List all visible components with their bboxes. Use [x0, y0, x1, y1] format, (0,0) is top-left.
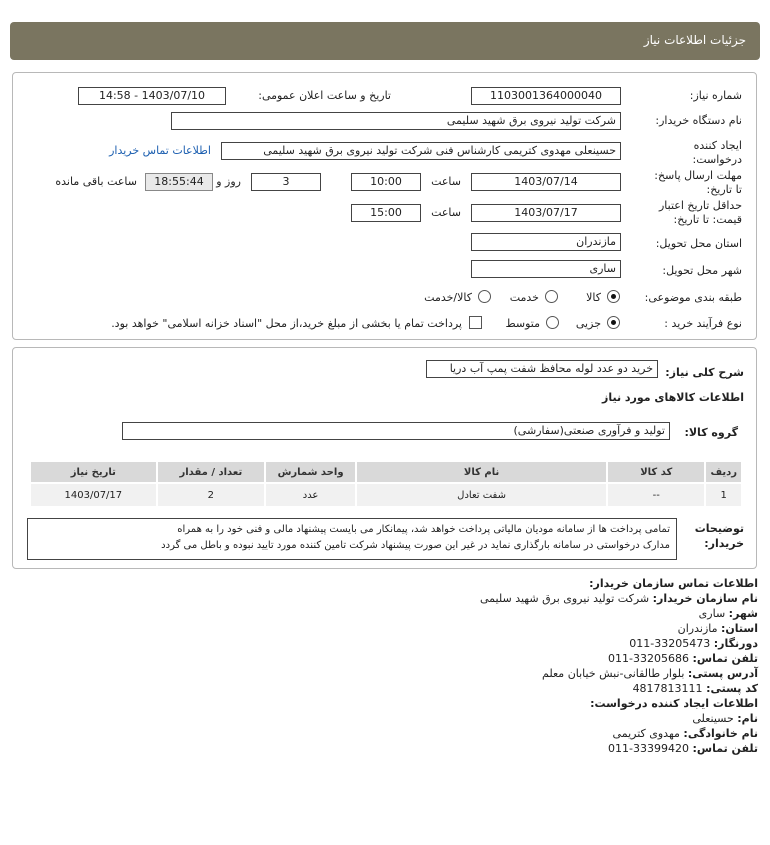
org-label: نام سازمان خریدار:: [652, 592, 758, 605]
notes-label-line1: توضیحات: [694, 522, 744, 535]
reply-date-field[interactable]: 1403/07/14: [471, 173, 621, 191]
col-need-date: تاریخ نیاز: [30, 461, 157, 483]
buyer-notes: [27, 518, 677, 560]
col-code: کد کالا: [607, 461, 705, 483]
province-field[interactable]: مازندران: [471, 233, 621, 251]
cell-row: 1: [705, 483, 742, 507]
summary-label: شرح کلی نیاز:: [665, 366, 744, 379]
cell-quantity: 2: [157, 483, 265, 507]
validity-time-field[interactable]: 15:00: [351, 204, 421, 222]
goods-heading: اطلاعات کالاهای مورد نیاز: [602, 391, 744, 404]
goods-table: [29, 460, 743, 508]
buyer-label: نام دستگاه خریدار:: [655, 114, 742, 127]
buyer-contact-link[interactable]: اطلاعات تماس خریدار: [109, 144, 211, 157]
name-label: نام:: [737, 712, 758, 725]
family-value: مهدوی کتریمی: [612, 727, 680, 740]
category-label: طبقه بندی موضوعی:: [644, 291, 742, 304]
creator-label-line1: ایجاد کننده: [693, 139, 742, 152]
need-info-panel: [12, 72, 757, 340]
org-value: شرکت تولید نیروی برق شهید سلیمی: [480, 592, 650, 605]
address-value: بلوار طالقانی-نبش خیابان معلم: [542, 667, 685, 680]
announce-field[interactable]: 1403/07/10 - 14:58: [78, 87, 226, 105]
reply-deadline-label-line1: مهلت ارسال پاسخ:: [654, 169, 742, 182]
contact-city-label: شهر:: [728, 607, 758, 620]
category-goods-label: کالا: [586, 291, 601, 304]
reply-time-label: ساعت: [431, 175, 461, 188]
creator-label-line2: درخواست:: [692, 153, 742, 166]
col-quantity: تعداد / مقدار: [157, 461, 265, 483]
reply-deadline-label-line2: تا تاریخ:: [706, 183, 742, 196]
category-goods-service-radio[interactable]: [478, 290, 491, 303]
creator-field[interactable]: حسینعلی مهدوی کتریمی کارشناس فنی شرکت تولید نیروی برق شهید سلیمی: [221, 142, 621, 160]
remaining-time-field: 18:55:44: [145, 173, 213, 191]
postal-label: کد پستی:: [706, 682, 758, 695]
phone-label: تلفن تماس:: [692, 652, 758, 665]
contact-province-label: استان:: [721, 622, 758, 635]
need-number-label: شماره نیاز:: [689, 89, 742, 102]
buyer-field[interactable]: شرکت تولید نیروی برق شهید سلیمی: [171, 112, 621, 130]
table-row: [30, 483, 742, 507]
creator-phone-value: 33399420-011: [608, 742, 690, 755]
announce-label: تاریخ و ساعت اعلان عمومی:: [258, 89, 391, 102]
validity-time-label: ساعت: [431, 206, 461, 219]
group-label: گروه کالا:: [684, 426, 738, 439]
postal-value: 4817813111: [632, 682, 703, 695]
contact-province-value: مازندران: [677, 622, 718, 635]
group-field: تولید و فرآوری صنعتی(سفارشی): [122, 422, 670, 440]
fax-value: 33205473-011: [629, 637, 711, 650]
notes-line-2: مدارک درخواستی در سامانه بارگذاری نماید در غیر این صورت پیشنهاد شرکت تامین کننده مورد تایید نبوده و باطل می گردد: [161, 540, 670, 551]
city-label: شهر محل تحویل:: [662, 264, 742, 277]
cell-code: --: [607, 483, 705, 507]
summary-field: خرید دو عدد لوله محافظ شفت پمپ آب دریا: [426, 360, 658, 378]
cell-need-date: 1403/07/17: [30, 483, 157, 507]
treasury-checkbox[interactable]: [469, 316, 482, 329]
process-label: نوع فرآیند خرید :: [664, 317, 742, 330]
city-field[interactable]: ساری: [471, 260, 621, 278]
days-label: روز و: [216, 175, 241, 188]
name-value: حسینعلی: [692, 712, 734, 725]
validity-label-line1: حداقل تاریخ اعتبار: [658, 199, 742, 212]
fax-label: دورنگار:: [713, 637, 758, 650]
creator-phone-label: تلفن تماس:: [692, 742, 758, 755]
address-label: آدرس پستی:: [687, 667, 758, 680]
notes-label-line2: خریدار:: [704, 537, 744, 550]
family-label: نام خانوادگی:: [683, 727, 758, 740]
process-medium-radio[interactable]: [546, 316, 559, 329]
phone-value: 33205686-011: [608, 652, 690, 665]
validity-date-field[interactable]: 1403/07/17: [471, 204, 621, 222]
col-unit: واحد شمارش: [265, 461, 356, 483]
category-goods-radio[interactable]: [607, 290, 620, 303]
page-title: جزئیات اطلاعات نیاز: [643, 33, 746, 47]
days-field[interactable]: 3: [251, 173, 321, 191]
page-header: [10, 22, 760, 60]
validity-label-line2: قیمت: تا تاریخ:: [673, 213, 742, 226]
remaining-label: ساعت باقی مانده: [55, 175, 137, 188]
contact-heading: اطلاعات تماس سازمان خریدار:: [589, 577, 758, 590]
category-service-label: خدمت: [509, 291, 539, 304]
category-goods-service-label: کالا/خدمت: [424, 291, 472, 304]
process-medium-label: متوسط: [505, 317, 540, 330]
need-details-panel: [12, 347, 757, 569]
process-minor-radio[interactable]: [607, 316, 620, 329]
contact-section: [13, 576, 758, 756]
reply-time-field[interactable]: 10:00: [351, 173, 421, 191]
process-minor-label: جزیی: [575, 317, 601, 330]
cell-unit: عدد: [265, 483, 356, 507]
treasury-text: پرداخت تمام یا بخشی از مبلغ خرید،از محل "اسناد خزانه اسلامی" خواهد بود.: [111, 317, 462, 330]
cell-name: شفت تعادل: [356, 483, 607, 507]
col-row: ردیف: [705, 461, 742, 483]
notes-line-1: تمامی پرداخت ها از سامانه مودیان مالیاتی پرداخت خواهد شد، پیمانکار می بایست پیشنهاد مالی و فنی خود را به همراه: [177, 524, 670, 535]
col-name: نام کالا: [356, 461, 607, 483]
category-service-radio[interactable]: [545, 290, 558, 303]
contact-city-value: ساری: [698, 607, 726, 620]
province-label: استان محل تحویل:: [655, 237, 742, 250]
need-number-field[interactable]: 1103001364000040: [471, 87, 621, 105]
creator-heading: اطلاعات ایجاد کننده درخواست:: [590, 697, 758, 710]
